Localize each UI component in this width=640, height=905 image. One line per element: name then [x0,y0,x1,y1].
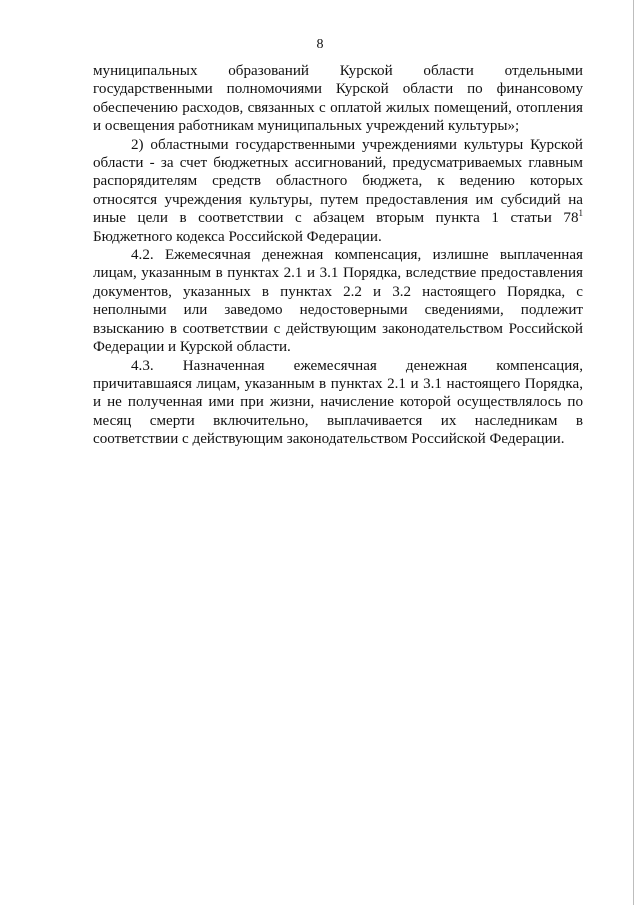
article-superscript: 1 [578,208,583,219]
paragraph-item-2-tail: Бюджетного кодекса Российской Федерации. [93,228,382,245]
paragraph-item-2-text: 2) областными государственными учреждениями культуры Курской области - за счет бюджетных ассигнований, предусматриваемых главным распорядителям средств областного бюджета, к ведению которых относятся учреждения культуры, путем предоставления им субсидий на иные цели в соответствии с абзацем вторым пункта 1 статьи 78 [93,136,583,227]
paragraph-item-2 [93,136,583,246]
paragraph-4-3: 4.3. Назначенная ежемесячная денежная компенсация, причитавшаяся лицам, указанным в пунктах 2.1 и 3.1 настоящего Порядка, и не полученная ими при жизни, начисление которой осуществлялось по месяц смерти включительно, выплачивается их наследникам в соответствии с действующим законодательством Российской Федерации. [93,357,583,448]
paragraph-4-2: 4.2. Ежемесячная денежная компенсация, излишне выплаченная лицам, указанным в пунктах 2.1 и 3.1 Порядка, вследствие предоставления документов, указанных в пунктах 2.2 и 3.2 настоящего Порядка, с неполными или заведомо недостоверными сведениями, подлежит взысканию в соответствии с действующим законодательством Российской Федерации и Курской области. [93,247,583,356]
page-edge-line [633,0,634,905]
page-number: 8 [316,37,324,52]
paragraph-continuation: муниципальных образований Курской области отдельными государственными полномочиями Курской области по финансовому обеспечению расходов, связанных с оплатой жилых помещений, отопления и освещения работникам муниципальных учреждений культуры»; [93,63,583,135]
document-body [93,62,583,449]
